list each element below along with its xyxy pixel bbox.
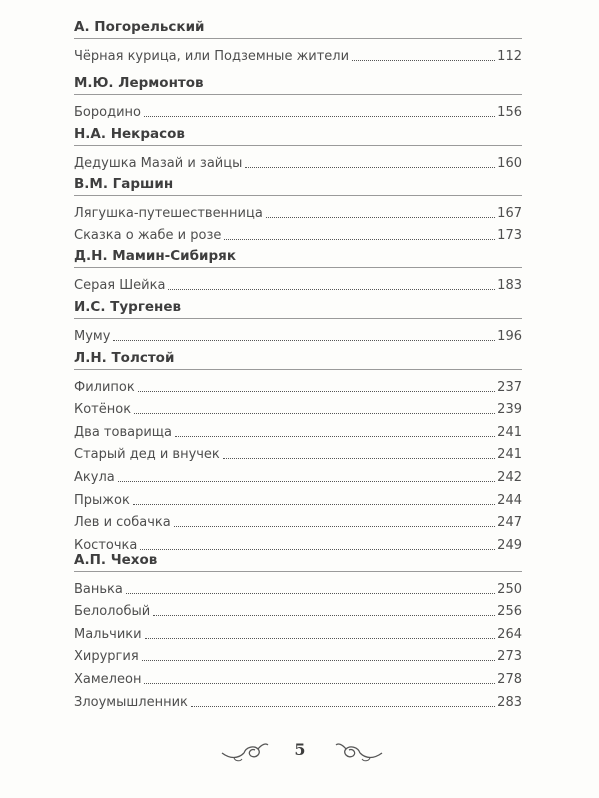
dot-leader	[145, 638, 496, 639]
entry-page: 256	[497, 604, 522, 620]
entry-page: 173	[497, 228, 522, 244]
dot-leader	[352, 60, 495, 61]
divider	[74, 94, 522, 95]
author-heading: Д.Н. Мамин-Сибиряк	[74, 248, 236, 264]
toc-entry[interactable]	[74, 598, 522, 621]
toc-section	[74, 246, 522, 294]
toc-entry[interactable]	[74, 463, 522, 486]
toc-entry[interactable]	[74, 396, 522, 419]
entry-page: 239	[497, 402, 522, 418]
entry-title: Злоумышленник	[74, 694, 188, 710]
dot-leader	[138, 391, 495, 392]
entry-page: 273	[497, 649, 522, 665]
entry-page: 264	[497, 626, 522, 642]
entry-title: Мальчики	[74, 626, 142, 642]
toc-entry[interactable]	[74, 620, 522, 643]
entry-title: Лев и собачка	[74, 515, 171, 531]
dot-leader	[168, 289, 495, 290]
author-heading: Л.Н. Толстой	[74, 350, 175, 366]
entry-page: 183	[497, 277, 522, 293]
toc-entry[interactable]	[74, 149, 522, 172]
divider	[74, 195, 522, 196]
dot-leader	[223, 458, 495, 459]
entry-title: Серая Шейка	[74, 277, 166, 293]
entry-title: Акула	[74, 469, 115, 485]
entry-title: Два товарища	[74, 424, 172, 440]
page-number: 5	[294, 740, 306, 759]
toc-section	[74, 174, 522, 244]
entry-page: 242	[497, 469, 522, 485]
toc-entry[interactable]	[74, 199, 522, 222]
divider	[74, 318, 522, 319]
dot-leader	[118, 481, 495, 482]
page-footer	[0, 737, 599, 767]
toc-entry[interactable]	[74, 575, 522, 598]
dot-leader	[134, 413, 495, 414]
dot-leader	[153, 615, 495, 616]
toc-section	[74, 550, 522, 711]
entry-title: Филипок	[74, 379, 135, 395]
swirl-ornament-icon	[220, 739, 270, 765]
author-heading: А.П. Чехов	[74, 552, 158, 568]
dot-leader	[175, 436, 495, 437]
toc-entry[interactable]	[74, 222, 522, 245]
entry-page: 160	[497, 155, 522, 171]
entry-title: Муму	[74, 328, 111, 344]
toc-section	[74, 348, 522, 554]
entry-page: 156	[497, 104, 522, 120]
toc-section	[74, 124, 522, 172]
entry-title: Хамелеон	[74, 671, 142, 687]
entry-title: Старый дед и внучек	[74, 447, 220, 463]
toc-entry[interactable]	[74, 373, 522, 396]
entry-page: 196	[497, 328, 522, 344]
entry-page: 250	[497, 581, 522, 597]
toc-entry[interactable]	[74, 322, 522, 345]
entry-title: Ванька	[74, 581, 123, 597]
entry-title: Прыжок	[74, 492, 130, 508]
divider	[74, 369, 522, 370]
entry-page: 241	[497, 447, 522, 463]
dot-leader	[266, 217, 495, 218]
swirl-ornament-icon	[334, 739, 384, 765]
toc-entry[interactable]	[74, 271, 522, 294]
entry-title: Белолобый	[74, 604, 151, 620]
entry-page: 237	[497, 379, 522, 395]
entry-title: Дедушка Мазай и зайцы	[74, 155, 243, 171]
entry-title: Котёнок	[74, 402, 132, 418]
divider	[74, 145, 522, 146]
toc-entry[interactable]	[74, 98, 522, 121]
dot-leader	[174, 526, 495, 527]
dot-leader	[142, 660, 496, 661]
toc-entry[interactable]	[74, 665, 522, 688]
toc-entry[interactable]	[74, 418, 522, 441]
entry-title: Хирургия	[74, 649, 139, 665]
author-heading: А. Погорельский	[74, 19, 205, 35]
dot-leader	[133, 504, 495, 505]
toc-entry[interactable]	[74, 643, 522, 666]
toc-section	[74, 73, 522, 121]
entry-title: Чёрная курица, или Подземные жители	[74, 48, 350, 64]
dot-leader	[224, 239, 495, 240]
entry-title: Сказка о жабе и розе	[74, 228, 222, 244]
toc-entry[interactable]	[74, 441, 522, 464]
dot-leader	[245, 167, 495, 168]
dot-leader	[191, 706, 495, 707]
divider	[74, 38, 522, 39]
entry-page: 241	[497, 424, 522, 440]
dot-leader	[126, 593, 495, 594]
entry-page: 167	[497, 205, 522, 221]
dot-leader	[113, 340, 495, 341]
dot-leader	[144, 116, 495, 117]
entry-page: 112	[497, 48, 522, 64]
entry-page: 244	[497, 492, 522, 508]
entry-page: 278	[497, 671, 522, 687]
toc-section	[74, 17, 522, 65]
entry-page: 247	[497, 515, 522, 531]
author-heading: Н.А. Некрасов	[74, 126, 185, 142]
dot-leader	[144, 683, 495, 684]
toc-entry[interactable]	[74, 42, 522, 65]
entry-title: Косточка	[74, 537, 138, 553]
entry-title: Лягушка-путешественница	[74, 205, 263, 221]
entry-page: 249	[497, 537, 522, 553]
entry-page: 283	[497, 694, 522, 710]
author-heading: М.Ю. Лермонтов	[74, 75, 204, 91]
divider	[74, 571, 522, 572]
entry-title: Бородино	[74, 104, 141, 120]
author-heading: В.М. Гаршин	[74, 176, 174, 192]
divider	[74, 267, 522, 268]
author-heading: И.С. Тургенев	[74, 299, 182, 315]
toc-entry[interactable]	[74, 688, 522, 711]
toc-entry[interactable]	[74, 486, 522, 509]
toc-entry[interactable]	[74, 509, 522, 532]
toc-section	[74, 297, 522, 345]
